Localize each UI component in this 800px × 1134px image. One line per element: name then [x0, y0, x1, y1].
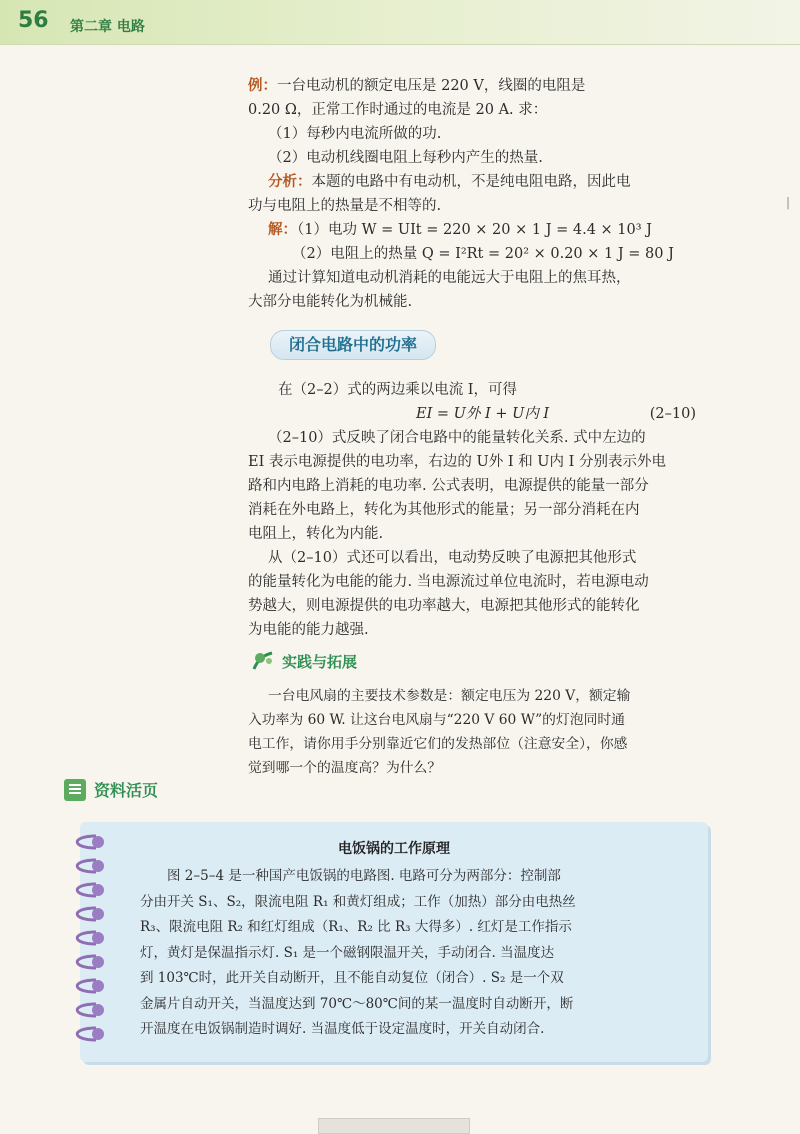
info-box	[80, 822, 708, 1062]
info-section-title: 资料活页	[94, 781, 159, 800]
chapter-title: 第二章 电路	[70, 19, 145, 35]
formula-tag: (2–10)	[649, 406, 696, 422]
example-q1: （1）每秒内电流所做的功.	[268, 126, 442, 142]
spiral-binding-icon	[66, 826, 106, 1058]
page-number: 56	[18, 8, 49, 33]
practice-heading	[250, 648, 357, 674]
solution-line2: （2）电阻上的热量 Q = I²Rt = 20² × 0.20 × 1 J = 80 J	[292, 246, 674, 262]
section-title-pill: 闭合电路中的功率	[270, 330, 436, 360]
power-p2-l3: 势越大，则电源提供的电功率越大，电源把其他形式的能转化	[248, 598, 640, 614]
margin-mark: |	[786, 195, 791, 209]
info-line3: R₃、限流电阻 R₂ 和红灯组成（R₁、R₂ 比 R₃ 大得多）. 红灯是工作指示	[140, 919, 572, 935]
power-p1-l2: EI 表示电源提供的电功率，右边的 U外 I 和 U内 I 分别表示外电	[248, 454, 666, 470]
info-heading	[64, 778, 158, 801]
info-line4: 灯，黄灯是保温指示灯. S₁ 是一个磁钢限温开关，手动闭合. 当温度达	[140, 944, 555, 961]
power-intro: 在（2–2）式的两边乘以电流 I，可得	[278, 382, 518, 398]
example-q2: （2）电动机线圈电阻上每秒内产生的热量.	[268, 150, 543, 166]
info-line6: 金属片自动开关，当温度达到 70℃～80℃间的某一温度时自动断开，断	[140, 995, 574, 1012]
practice-l4: 觉到哪一个的温度高？为什么？	[248, 760, 442, 776]
practice-l2: 入功率为 60 W. 让这台电风扇与“220 V 60 W”的灯泡同时通	[248, 712, 625, 728]
solution-line1: 解：（1）电功 W = UIt = 220 × 20 × 1 J = 4.4 × 10³ J	[268, 222, 652, 238]
power-p2-l1: 从（2–10）式还可以看出，电动势反映了电源把其他形式	[268, 550, 637, 566]
info-line2: 分由开关 S₁、S₂，限流电阻 R₁ 和黄灯组成；工作（加热）部分由电热丝	[140, 893, 576, 910]
practice-l3: 电工作，请你用手分别靠近它们的发热部位（注意安全），你感	[248, 736, 628, 752]
power-p2-l2: 的能量转化为电能的能力. 当电源流过单位电流时，若电源电动	[248, 574, 649, 590]
power-p2-l4: 为电能的能力越强.	[248, 622, 369, 638]
solution-label: 解：	[268, 222, 297, 238]
solution-line4: 大部分电能转化为机械能.	[248, 294, 413, 310]
power-p1-l1: （2–10）式反映了闭合电路中的能量转化关系. 式中左边的	[268, 430, 646, 446]
formula-row	[248, 402, 696, 426]
formula: EI = U外 I + U内 I	[416, 406, 550, 422]
info-title: 电饭锅的工作原理	[338, 841, 450, 857]
analysis-line2: 功与电阻上的热量是不相等的.	[248, 198, 442, 214]
example-label: 例：	[248, 78, 277, 94]
analysis-line1: 分析：本题的电路中有电动机，不是纯电阻电路，因此电	[268, 174, 631, 190]
document-icon	[64, 779, 86, 801]
info-line7: 开温度在电饭锅制造时调好. 当温度低于设定温度时，开关自动闭合.	[140, 1021, 545, 1037]
solution-line3: 通过计算知道电动机消耗的电能远大于电阻上的焦耳热，	[268, 270, 631, 286]
example-line1: 例：一台电动机的额定电压是 220 V，线圈的电阻是	[248, 78, 586, 94]
power-p1-l4: 消耗在外电路上，转化为其他形式的能量；另一部分消耗在内	[248, 502, 640, 518]
info-line1: 图 2–5–4 是一种国产电饭锅的电路图. 电路可分为两部分：控制部	[167, 868, 561, 884]
power-p1-l5: 电阻上，转化为内能.	[248, 526, 384, 542]
page-header	[0, 0, 800, 45]
info-line5: 到 103℃时，此开关自动断开，且不能自动复位（闭合）. S₂ 是一个双	[140, 970, 564, 986]
info-body	[140, 864, 695, 1043]
example-line2: 0.20 Ω，正常工作时通过的电流是 20 A. 求：	[248, 102, 548, 118]
power-p1-l3: 路和内电路上消耗的电功率. 公式表明，电源提供的能量一部分	[248, 478, 649, 494]
practice-title: 实践与拓展	[282, 652, 358, 671]
practice-l1: 一台电风扇的主要技术参数是：额定电压为 220 V，额定输	[268, 688, 631, 704]
analysis-label: 分析：	[268, 174, 312, 190]
sprout-icon	[250, 649, 276, 673]
